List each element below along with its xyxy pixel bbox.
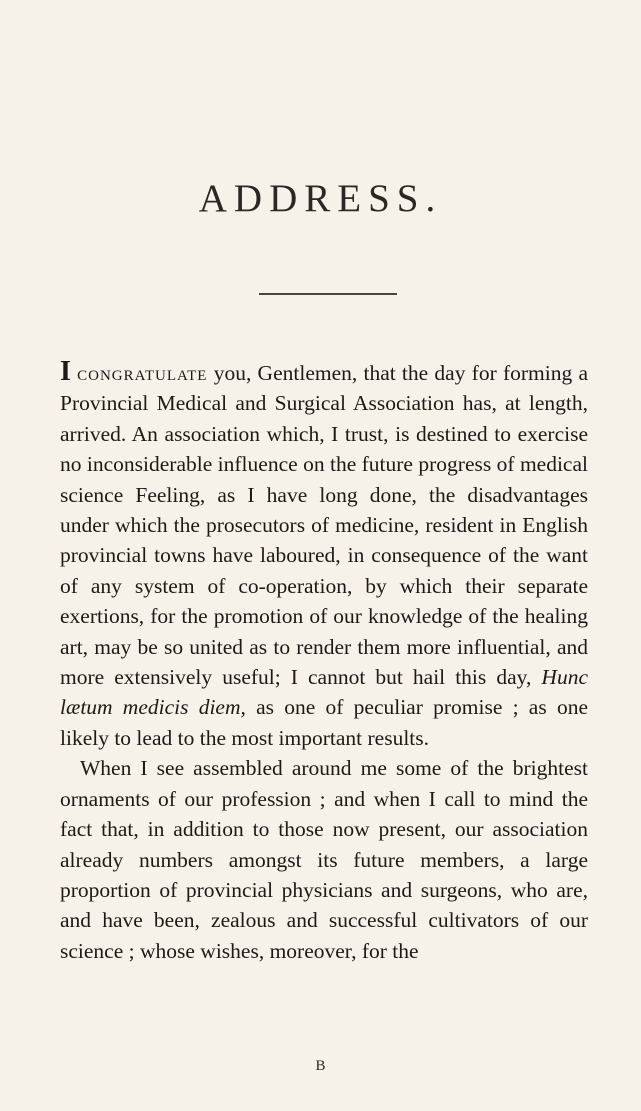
heading-rule <box>259 293 397 295</box>
paragraph-1 <box>60 357 588 753</box>
page-heading: ADDRESS. <box>198 177 443 220</box>
signature-mark: B <box>315 1058 326 1074</box>
paragraph-1-text-a: you, Gentlemen, that the day for forming a Provincial Medical and Surgical Association has, at length, arrived. An association which, I trust, is destined to exercise no inconsiderable influence on the future progress of medical science Feeling, as I have long done, the disadvantages under which the prosecutors of medicine, resident in English provincial towns have laboured, in consequence of the want of any system of co-operation, by which their separate exertions, for the promotion of our knowledge of the healing art, may be so united as to render them more influential, and more extensively useful; I cannot but hail this day, <box>60 361 588 690</box>
body-text <box>60 357 588 966</box>
paragraph-2: When I see assembled around me some of the brightest ornaments of our profession ; and when I call to mind the fact that, in addition to those now present, our association already numbers amongst its future members, a large proportion of provincial physicians and surgeons, who are, and have been, zealous and successful cultivators of our science ; whose wishes, moreover, for the <box>60 756 588 963</box>
opening-small-caps: congratulate <box>77 361 208 385</box>
latin-quote: Hunc lætum medicis diem, <box>60 665 588 720</box>
drop-cap: I <box>60 356 71 387</box>
paragraph-1-text-b: as one of peculiar promise ; as one likely to lead to the most important results. <box>60 695 588 750</box>
